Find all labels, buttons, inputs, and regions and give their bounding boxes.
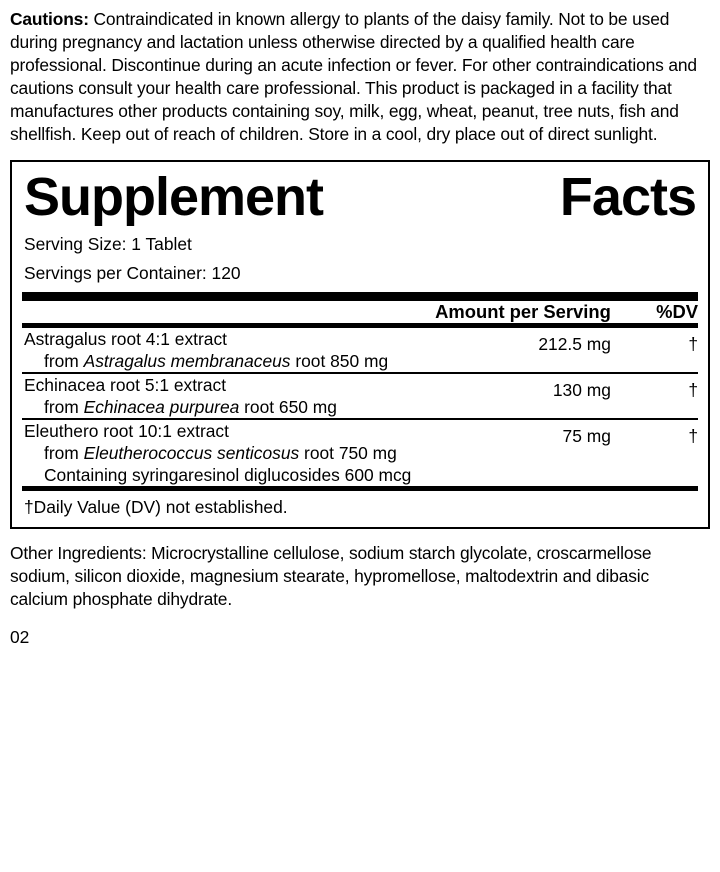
ingredient-name: Astragalus root 4:1 extract [24,328,227,349]
source-suffix: root 650 mg [239,396,337,417]
ingredient-detail: Containing syringaresinol diglucosides 600 mcg [44,465,412,486]
header-percent-dv: %DV [656,300,698,322]
ingredient-source [24,396,428,418]
daily-value-footnote: †Daily Value (DV) not established. [24,497,288,518]
table-row [22,420,698,487]
supplement-facts-title-right: Facts [559,166,696,227]
ingredient-amount: 130 mg [552,379,611,400]
nutrition-rows-3 [22,420,698,487]
ingredient-source [24,442,428,464]
table-row [22,328,698,373]
page-number: 02 [10,626,30,647]
ingredient-dv: † [688,425,698,446]
supplement-facts-title-left: Supplement [24,166,324,227]
ingredient-name: Eleuthero root 10:1 extract [24,420,229,441]
row-name-cell [22,420,428,487]
ingredient-dv: † [688,333,698,354]
divider-thick-top [22,292,698,301]
source-latin-name: Astragalus membranaceus [83,350,291,371]
row-name-cell [22,328,428,373]
table-row [22,374,698,419]
source-suffix: root 750 mg [299,442,397,463]
source-suffix: root 850 mg [290,350,389,371]
serving-size: Serving Size: 1 Tablet [24,234,192,255]
supplement-facts-panel [10,160,710,529]
ingredient-source [24,350,428,372]
nutrition-rows-2 [22,374,698,419]
ingredient-amount: 212.5 mg [538,333,611,354]
supplement-facts-title [22,168,698,228]
source-prefix: from [44,442,84,463]
cautions-paragraph [10,8,710,146]
ingredient-amount: 75 mg [562,425,611,446]
nutrition-table [22,301,698,323]
source-prefix: from [44,350,84,371]
header-amount-per-serving: Amount per Serving [435,300,611,322]
table-header-row [22,301,698,323]
other-ingredients: Other Ingredients: Microcrystalline cellulose, sodium starch glycolate, croscarmellose sodium, silicon dioxide, magnesium stearate, hypromellose, maltodextrin and dibasic calcium phosphate dihydrate. [10,542,652,609]
source-prefix: from [44,396,84,417]
ingredient-name: Echinacea root 5:1 extract [24,374,227,395]
source-latin-name: Echinacea purpurea [83,396,240,417]
cautions-text: Contraindicated in known allergy to plants of the daisy family. Not to be used during pregnancy and lactation unless otherwise directed by a qualified health care professional. Discontinue during an acute infection or fever. For other contraindications and cautions consult your health care professional. This product is packaged in a facility that manufactures other products containing soy, milk, egg, wheat, peanut, tree nuts, fish and shellfish. Keep out of reach of children. Store in a cool, dry place out of direct sunlight. [10,9,697,144]
cautions-label: Cautions: [10,9,89,29]
nutrition-rows [22,328,698,373]
servings-per-container: Servings per Container: 120 [24,263,241,284]
source-latin-name: Eleutherococcus senticosus [83,442,300,463]
ingredient-dv: † [688,379,698,400]
row-name-cell [22,374,428,419]
header-blank [22,301,428,323]
